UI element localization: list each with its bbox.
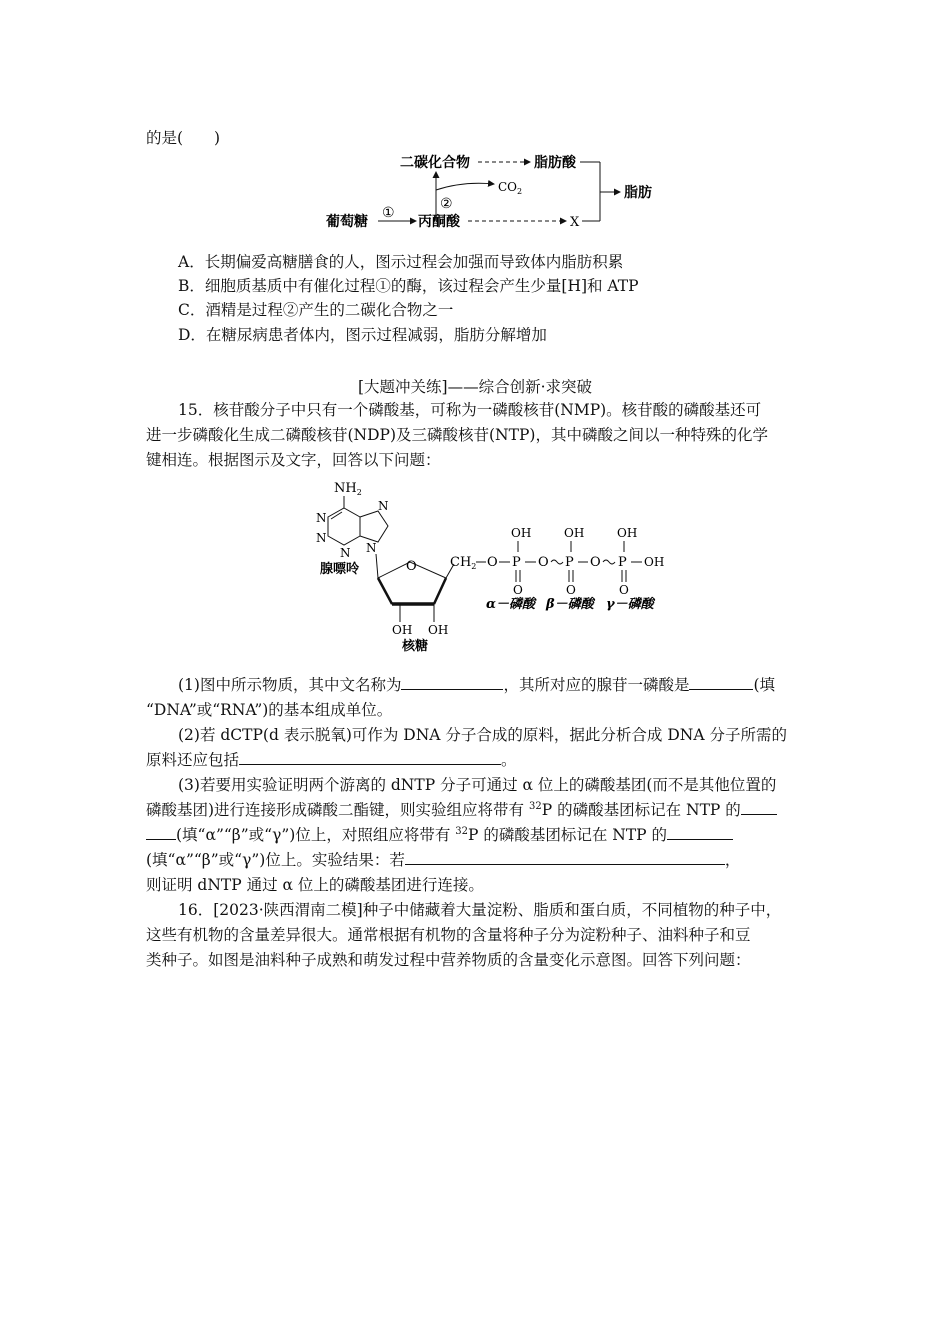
q15-part3-line1: (3)若要用实验证明两个游离的 dNTP 分子可通过 α 位上的磷酸基团(而不是其他位置的 [178,776,777,794]
section-heading: [大题冲关练]——综合创新·求突破 [357,378,593,396]
q15-part3-line2: 磷酸基团)进行连接形成磷酸二酯键，则实验组应将带有 $^{32}$P 的磷酸基团标记在 NTP 的 [146,798,777,822]
adenine-five-ring [360,511,388,542]
step-2-label: ② [440,196,453,212]
svg-text:O: O [619,583,629,597]
answer-blank[interactable] [239,749,501,765]
q15-intro-line-3: 键相连。根据图示及文字，回答以下问题： [146,451,441,469]
adenine-label: 腺嘌呤 [320,562,360,577]
svg-text:NH2: $NH_2$ [334,481,362,497]
svg-text:N: N [316,531,327,545]
beta-phosphate-label: β－磷酸 [546,597,594,612]
answer-blank[interactable] [146,824,176,840]
q14-option-b: B．细胞质基质中有催化过程①的酶，该过程会产生少量[H]和 ATP [178,277,639,295]
q15-part3-line4: (填“α”“β”或“γ”)位上。实验结果：若 ， [146,851,741,869]
svg-text:N: N [316,511,327,525]
answer-blank[interactable] [401,674,503,690]
svg-text:OH: OH [392,623,413,637]
x-label: X [570,215,580,230]
atp-structure-diagram [300,474,680,654]
q15-part2-line1: (2)若 dCTP(d 表示脱氧)可作为 DNA 分子合成的原料，据此分析合成 DNA 分子所需的 [178,726,787,744]
svg-text:P: P [512,555,521,570]
svg-text:O: O [513,583,523,597]
step-1-label: ① [382,205,395,221]
alpha-phosphate-label: α－磷酸 [486,597,536,612]
svg-text:O: O [406,559,417,574]
q14-option-a: A．长期偏爱高糖膳食的人，图示过程会加强而导致体内脂肪积累 [178,253,624,271]
q16-line-2: 这些有机物的含量差异很大。通常根据有机物的含量将种子分为淀粉种子、油料种子和豆 [146,926,751,944]
answer-blank[interactable] [667,824,733,840]
svg-text:N: N [340,546,351,560]
svg-text:OH: OH [428,623,449,637]
q15-part3-line5: 则证明 dNTP 通过 α 位上的磷酸基团进行连接。 [146,876,484,894]
q15-part1-line2: “DNA”或“RNA”)的基本组成单位。 [146,701,393,719]
q15-part1-line1: (1)图中所示物质，其中文名称为 ，其所对应的腺苷一磷酸是 (填 [178,676,776,694]
answer-blank[interactable] [689,674,753,690]
answer-blank[interactable] [741,799,777,815]
q15-intro-line-2: 进一步磷酸化生成二磷酸核苷(NDP)及三磷酸核苷(NTP)，其中磷酸之间以一种特殊的化学 [146,426,768,444]
q15-intro-line-1: 15．核苷酸分子中只有一个磷酸基，可称为一磷酸核苷(NMP)。核苷酸的磷酸基还可 [178,401,762,419]
metabolism-diagram [318,148,668,236]
q15-part3-line3: (填“α”“β”或“γ”)位上，对照组应将带有 $^{32}$P 的磷酸基团标记在 NTP 的 [146,823,733,847]
gamma-phosphate-label: γ－磷酸 [606,597,654,612]
co2-label: $CO_2$ [498,180,523,196]
svg-text:O: O [487,555,498,570]
glucose-label: 葡萄糖 [326,214,368,230]
q14-option-c: C．酒精是过程②产生的二碳化合物之一 [178,301,454,319]
svg-text:P: P [565,555,574,570]
svg-text:CH2: $CH_2$ [450,555,477,571]
pyruvate-label: 丙酮酸 [418,214,460,230]
svg-text:O: O [590,555,601,570]
arrow-to-co2 [436,183,494,190]
fatty-acid-label: 脂肪酸 [534,155,576,171]
fat-label: 脂肪 [624,185,652,201]
ribose-label: 核糖 [402,639,429,654]
adenine-six-ring [328,508,360,545]
svg-text:OH: OH [617,526,638,540]
svg-text:O: O [566,583,576,597]
svg-text:P: P [618,555,627,570]
svg-text:N: N [378,499,389,513]
answer-blank[interactable] [405,849,725,865]
svg-text:OH: OH [644,555,665,569]
q14-stem-tail: 的是( ) [146,129,221,147]
svg-text:O: O [538,555,549,570]
svg-text:OH: OH [564,526,585,540]
svg-text:N: N [366,541,377,555]
svg-text:OH: OH [511,526,532,540]
q16-line-1: 16．[2023·陕西渭南二模]种子中储藏着大量淀粉、脂质和蛋白质，不同植物的种子中， [178,901,782,919]
q14-option-d: D．在糖尿病患者体内，图示过程减弱，脂肪分解增加 [178,326,547,344]
q15-part2-line2: 原料还应包括 。 [146,751,517,769]
two-carbon-label: 二碳化合物 [400,155,470,171]
q16-line-3: 类种子。如图是油料种子成熟和萌发过程中营养物质的含量变化示意图。回答下列问题： [146,951,751,969]
